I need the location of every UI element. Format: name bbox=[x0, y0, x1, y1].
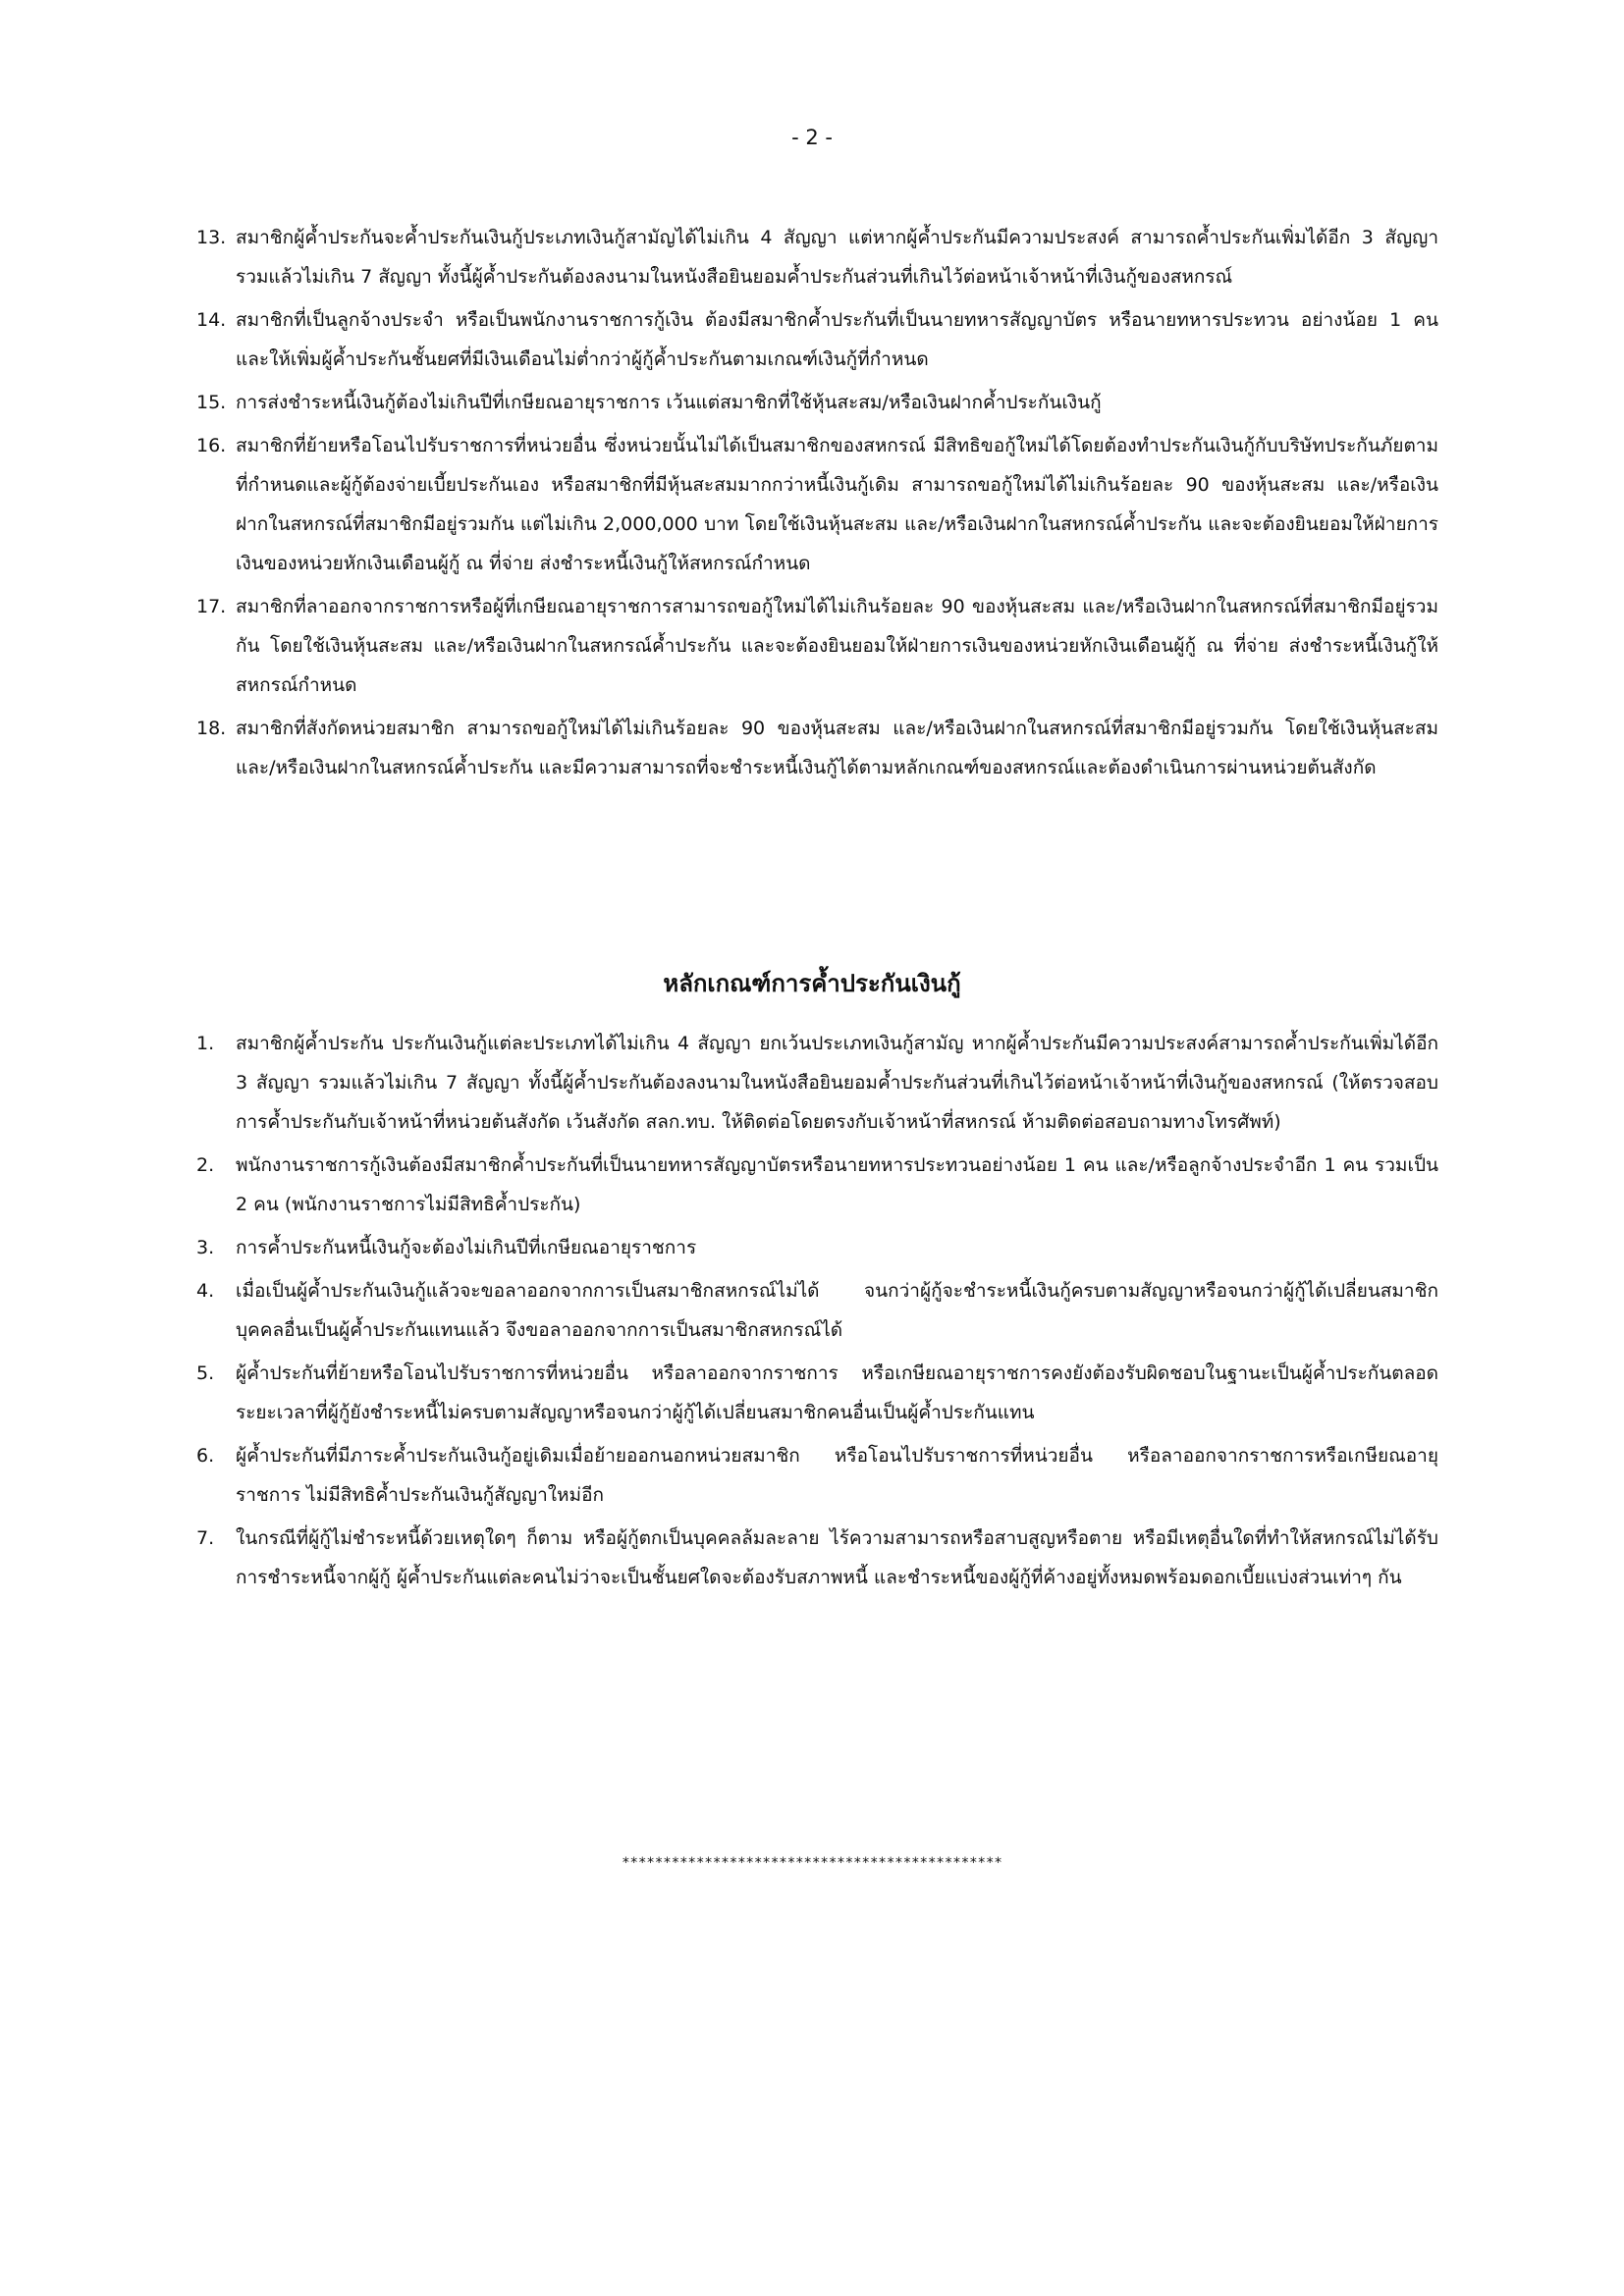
list-item bbox=[196, 426, 1438, 583]
list-item bbox=[196, 300, 1438, 379]
list-item bbox=[196, 709, 1438, 787]
list-item-number: 2. bbox=[196, 1154, 215, 1176]
list-item bbox=[196, 383, 1438, 422]
list-item-text: การค้ำประกันหนี้เงินกู้จะต้องไม่เกินปีที่เกษียณอายุราชการ bbox=[236, 1237, 697, 1258]
list-item-text: การส่งชำระหนี้เงินกู้ต้องไม่เกินปีที่เกษียณอายุราชการ เว้นแต่สมาชิกที่ใช้หุ้นสะสม/หรือเงินฝากค้ำประกันเงินกู้ bbox=[236, 392, 1102, 413]
list-item-number: 14. bbox=[196, 309, 227, 331]
list-item-text: พนักงานราชการกู้เงินต้องมีสมาชิกค้ำประกันที่เป็นนายทหารสัญญาบัตรหรือนายทหารประทวนอย่างน้อย 1 คน และ/หรือลูกจ้างประจำอีก 1 คน รวมเป็น 2 คน (พนักงานราชการไม่มีสิทธิค้ำประกัน) bbox=[236, 1154, 1438, 1215]
list-item-text: สมาชิกผู้ค้ำประกัน ประกันเงินกู้แต่ละประเภทได้ไม่เกิน 4 สัญญา ยกเว้นประเภทเงินกู้สามัญ หากผู้ค้ำประกันมีความประสงค์สามารถค้ำประกันเพิ่มได้อีก 3 สัญญา รวมแล้วไม่เกิน 7 สัญญา ทั้งนี้ผู้ค้ำประกันต้องลงนามในหนังสือยินยอมค้ำประกันส่วนที่เกินไว้ต่อหน้าเจ้าหน้าที่เงินกู้ของสหกรณ์ (ให้ตรวจสอบการค้ำประกันกับเจ้าหน้าที่หน่วยต้นสังกัด เว้นสังกัด สลก.ทบ. ให้ติดต่อโดยตรงกับเจ้าหน้าที่สหกรณ์ ห้ามติดต่อสอบถามทางโทรศัพท์) bbox=[236, 1033, 1438, 1133]
separator-line: ********************************************** bbox=[622, 1855, 1002, 1871]
list-item bbox=[196, 1271, 1438, 1350]
list-item-text: สมาชิกที่ย้ายหรือโอนไปรับราชการที่หน่วยอื่น ซึ่งหน่วยนั้นไม่ได้เป็นสมาชิกของสหกรณ์ มีสิทธิขอกู้ใหม่ได้โดยต้องทำประกันเงินกู้กับบริษัทประกันภัยตามที่กำหนดและผู้กู้ต้องจ่ายเบี้ยประกันเอง หรือสมาชิกที่มีหุ้นสะสมมากกว่าหนี้เงินกู้เดิม สามารถขอกู้ใหม่ได้ไม่เกินร้อยละ 90 ของหุ้นสะสม และ/หรือเงินฝากในสหกรณ์ที่สมาชิกมีอยู่รวมกัน แต่ไม่เกิน 2,000,000 บาท โดยใช้เงินหุ้นสะสม และ/หรือเงินฝากในสหกรณ์ค้ำประกัน และจะต้องยินยอมให้ฝ่ายการเงินของหน่วยหักเงินเดือนผู้กู้ ณ ที่จ่าย ส่งชำระหนี้เงินกู้ให้สหกรณ์กำหนด bbox=[236, 435, 1438, 574]
list-item-text: สมาชิกที่เป็นลูกจ้างประจำ หรือเป็นพนักงานราชการกู้เงิน ต้องมีสมาชิกค้ำประกันที่เป็นนายทหารสัญญาบัตร หรือนายทหารประทวน อย่างน้อย 1 คน และให้เพิ่มผู้ค้ำประกันชั้นยศที่มีเงินเดือนไม่ต่ำกว่าผู้กู้ค้ำประกันตามเกณฑ์เงินกู้ที่กำหนด bbox=[236, 309, 1438, 370]
list-item bbox=[196, 1146, 1438, 1224]
list-item-number: 6. bbox=[196, 1445, 215, 1467]
list-item-text: สมาชิกที่สังกัดหน่วยสมาชิก สามารถขอกู้ใหม่ได้ไม่เกินร้อยละ 90 ของหุ้นสะสม และ/หรือเงินฝากในสหกรณ์ที่สมาชิกมีอยู่รวมกัน โดยใช้เงินหุ้นสะสม และ/หรือเงินฝากในสหกรณ์ค้ำประกัน และมีความสามารถที่จะชำระหนี้เงินกู้ได้ตามหลักเกณฑ์ของสหกรณ์และต้องดำเนินการผ่านหน่วยต้นสังกัด bbox=[236, 718, 1438, 778]
list-item-number: 3. bbox=[196, 1237, 215, 1258]
list-item-text: สมาชิกที่ลาออกจากราชการหรือผู้ที่เกษียณอายุราชการสามารถขอกู้ใหม่ได้ไม่เกินร้อยละ 90 ของหุ้นสะสม และ/หรือเงินฝากในสหกรณ์ที่สมาชิกมีอยู่รวมกัน โดยใช้เงินหุ้นสะสม และ/หรือเงินฝากในสหกรณ์ค้ำประกัน และจะต้องยินยอมให้ฝ่ายการเงินของหน่วยหักเงินเดือนผู้กู้ ณ ที่จ่าย ส่งชำระหนี้เงินกู้ให้สหกรณ์กำหนด bbox=[236, 596, 1438, 696]
list-item-number: 7. bbox=[196, 1527, 215, 1549]
list-item-number: 13. bbox=[196, 227, 227, 248]
list-item bbox=[196, 1024, 1438, 1142]
list-item bbox=[196, 587, 1438, 705]
list-item-number: 17. bbox=[196, 596, 227, 617]
list-item bbox=[196, 1519, 1438, 1597]
list-item-number: 16. bbox=[196, 435, 227, 456]
list-item-text: ผู้ค้ำประกันที่มีภาระค้ำประกันเงินกู้อยู่เดิมเมื่อย้ายออกนอกหน่วยสมาชิก หรือโอนไปรับราชการที่หน่วยอื่น หรือลาออกจากราชการหรือเกษียณอายุราชการ ไม่มีสิทธิค้ำประกันเงินกู้สัญญาใหม่อีก bbox=[236, 1445, 1438, 1506]
list-item-text: ผู้ค้ำประกันที่ย้ายหรือโอนไปรับราชการที่หน่วยอื่น หรือลาออกจากราชการ หรือเกษียณอายุราชการคงยังต้องรับผิดชอบในฐานะเป็นผู้ค้ำประกันตลอดระยะเวลาที่ผู้กู้ยังชำระหนี้ไม่ครบตามสัญญาหรือจนกว่าผู้กู้ได้เปลี่ยนสมาชิกคนอื่นเป็นผู้ค้ำประกันแทน bbox=[236, 1362, 1438, 1423]
list-item-number: 5. bbox=[196, 1362, 215, 1384]
loan-conditions-list bbox=[196, 218, 1438, 791]
list-item-text: เมื่อเป็นผู้ค้ำประกันเงินกู้แล้วจะขอลาออกจากการเป็นสมาชิกสหกรณ์ไม่ได้ จนกว่าผู้กู้จะชำระหนี้เงินกู้ครบตามสัญญาหรือจนกว่าผู้กู้ได้เปลี่ยนสมาชิกบุคคลอื่นเป็นผู้ค้ำประกันแทนแล้ว จึงขอลาออกจากการเป็นสมาชิกสหกรณ์ได้ bbox=[236, 1280, 1438, 1341]
list-item-number: 15. bbox=[196, 392, 227, 413]
list-item bbox=[196, 1436, 1438, 1515]
list-item bbox=[196, 1228, 1438, 1267]
list-item bbox=[196, 1354, 1438, 1432]
list-item-text: ในกรณีที่ผู้กู้ไม่ชำระหนี้ด้วยเหตุใดๆ ก็ตาม หรือผู้กู้ตกเป็นบุคคลล้มละลาย ไร้ความสามารถหรือสาบสูญหรือตาย หรือมีเหตุอื่นใดที่ทำให้สหกรณ์ไม่ได้รับการชำระหนี้จากผู้กู้ ผู้ค้ำประกันแต่ละคนไม่ว่าจะเป็นชั้นยศใดจะต้องรับสภาพหนี้ และชำระหนี้ของผู้กู้ที่ค้างอยู่ทั้งหมดพร้อมดอกเบี้ยแบ่งส่วนเท่าๆ กัน bbox=[236, 1527, 1438, 1588]
list-item-number: 1. bbox=[196, 1033, 215, 1054]
list-item-number: 18. bbox=[196, 718, 227, 739]
list-item-number: 4. bbox=[196, 1280, 215, 1302]
guarantee-criteria-list bbox=[196, 1024, 1438, 1601]
page-number: - 2 - bbox=[791, 126, 833, 149]
list-item-text: สมาชิกผู้ค้ำประกันจะค้ำประกันเงินกู้ประเภทเงินกู้สามัญได้ไม่เกิน 4 สัญญา แต่หากผู้ค้ำประกันมีความประสงค์ สามารถค้ำประกันเพิ่มได้อีก 3 สัญญา รวมแล้วไม่เกิน 7 สัญญา ทั้งนี้ผู้ค้ำประกันต้องลงนามในหนังสือยินยอมค้ำประกันส่วนที่เกินไว้ต่อหน้าเจ้าหน้าที่เงินกู้ของสหกรณ์ bbox=[236, 227, 1438, 288]
list-item bbox=[196, 218, 1438, 296]
section-heading: หลักเกณฑ์การค้ำประกันเงินกู้ bbox=[663, 970, 961, 997]
